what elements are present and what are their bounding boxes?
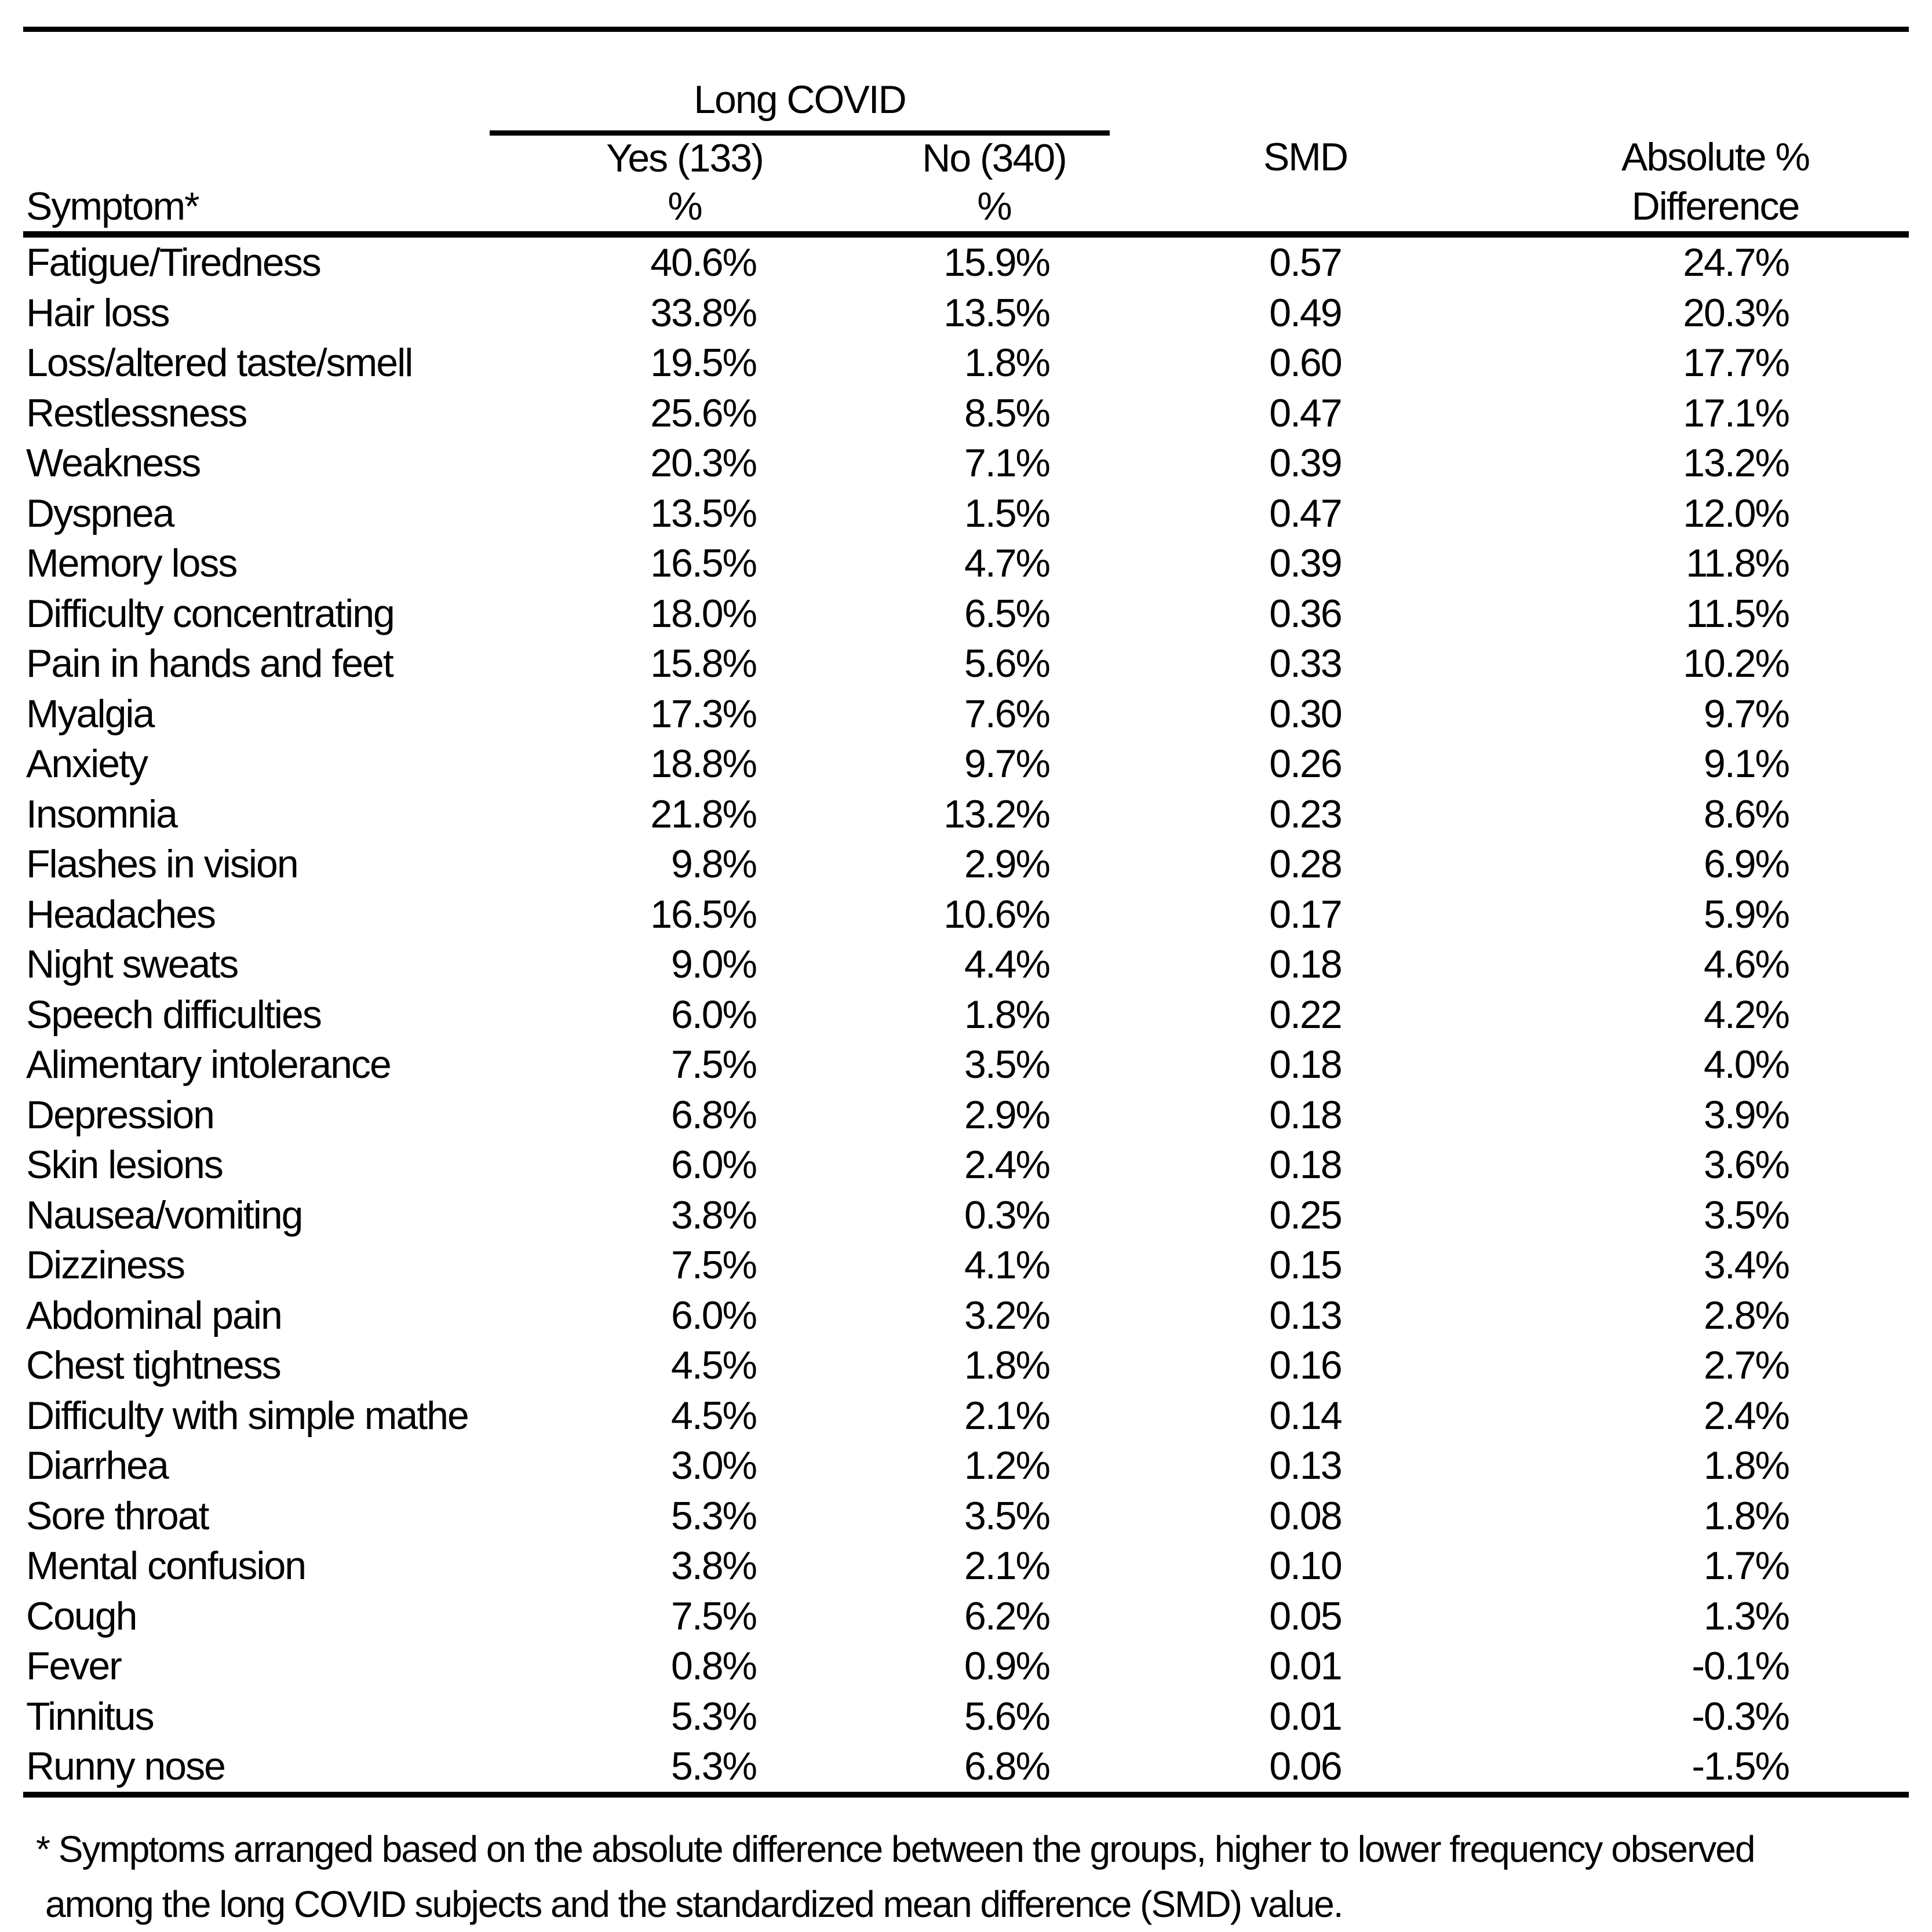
absolute-difference-cell: 1.7% <box>1704 1544 1789 1588</box>
table-row <box>23 839 1909 890</box>
smd-cell: 0.49 <box>1269 290 1342 335</box>
symptom-cell: Abdominal pain <box>26 1293 282 1337</box>
yes-percent-cell: 7.5% <box>671 1042 756 1087</box>
absolute-difference-cell: 3.9% <box>1704 1092 1789 1137</box>
symptom-cell: Depression <box>26 1092 214 1137</box>
col-header-yes: Yes (133) <box>606 136 763 180</box>
smd-cell: 0.47 <box>1269 391 1342 435</box>
no-percent-cell: 4.1% <box>964 1243 1049 1288</box>
table-row <box>23 639 1909 689</box>
table-row <box>23 1741 1909 1795</box>
no-percent-cell: 4.7% <box>964 541 1049 586</box>
table-header <box>23 30 1909 235</box>
table-row <box>23 1240 1909 1291</box>
no-percent-cell: 2.1% <box>964 1544 1049 1588</box>
no-percent-cell: 1.5% <box>964 491 1049 535</box>
yes-percent-cell: 16.5% <box>650 892 756 936</box>
smd-cell: 0.39 <box>1269 441 1342 486</box>
absolute-difference-cell: 4.0% <box>1704 1042 1789 1087</box>
symptom-cell: Alimentary intolerance <box>26 1042 391 1087</box>
yes-percent-cell: 25.6% <box>650 391 756 435</box>
absolute-difference-cell: 9.1% <box>1704 742 1789 786</box>
yes-percent-cell: 17.3% <box>650 691 756 736</box>
smd-cell: 0.25 <box>1269 1193 1342 1237</box>
symptom-cell: Hair loss <box>26 290 169 335</box>
table-row <box>23 438 1909 489</box>
yes-percent-cell: 5.3% <box>671 1694 756 1738</box>
smd-cell: 0.60 <box>1269 341 1342 385</box>
symptom-cell: Skin lesions <box>26 1143 223 1187</box>
no-percent-cell: 1.2% <box>964 1443 1049 1488</box>
symptom-cell: Tinnitus <box>26 1694 154 1738</box>
no-percent-cell: 0.9% <box>964 1644 1049 1689</box>
table-row <box>23 489 1909 539</box>
yes-percent-cell: 19.5% <box>650 341 756 385</box>
yes-percent-cell: 9.0% <box>671 942 756 987</box>
table-row <box>23 1291 1909 1341</box>
header-row-1 <box>23 133 1909 181</box>
symptom-cell: Night sweats <box>26 942 238 987</box>
absolute-difference-cell: 20.3% <box>1683 290 1789 335</box>
smd-cell: 0.15 <box>1269 1243 1342 1288</box>
table-row <box>23 1090 1909 1140</box>
table-row <box>23 235 1909 288</box>
smd-cell: 0.28 <box>1269 842 1342 887</box>
smd-cell: 0.57 <box>1269 240 1342 285</box>
table-row <box>23 1190 1909 1241</box>
no-percent-cell: 3.5% <box>964 1493 1049 1538</box>
col-header-absolute-pct: Absolute % <box>1621 134 1809 179</box>
smd-cell: 0.18 <box>1269 1143 1342 1187</box>
symptom-cell: Nausea/vomiting <box>26 1193 302 1237</box>
smd-cell: 0.08 <box>1269 1493 1342 1538</box>
yes-percent-cell: 18.8% <box>650 742 756 786</box>
symptom-cell: Headaches <box>26 892 216 936</box>
table-row <box>23 1441 1909 1491</box>
smd-cell: 0.47 <box>1269 491 1342 535</box>
yes-percent-cell: 40.6% <box>650 240 756 285</box>
col-header-yes-pct: % <box>490 181 846 235</box>
table-row <box>23 739 1909 789</box>
no-percent-cell: 2.4% <box>964 1143 1049 1187</box>
absolute-difference-cell: 11.8% <box>1686 541 1789 586</box>
symptom-cell: Weakness <box>26 441 201 486</box>
symptom-cell: Difficulty with simple mathe <box>26 1393 468 1438</box>
smd-cell: 0.30 <box>1269 691 1342 736</box>
no-percent-cell: 10.6% <box>943 892 1049 936</box>
smd-cell: 0.14 <box>1269 1393 1342 1438</box>
table-row <box>23 689 1909 739</box>
absolute-difference-cell: 8.6% <box>1704 792 1789 836</box>
table-row <box>23 1692 1909 1742</box>
symptom-cell: Dyspnea <box>26 491 174 535</box>
absolute-difference-cell: 4.6% <box>1704 942 1789 987</box>
smd-cell: 0.23 <box>1269 792 1342 836</box>
yes-percent-cell: 5.3% <box>490 1741 846 1795</box>
no-percent-cell: 1.8% <box>964 992 1049 1037</box>
spanner-empty-cell <box>23 30 490 133</box>
smd-cell: 0.10 <box>1269 1544 1342 1588</box>
symptom-cell: Speech difficulties <box>26 992 321 1037</box>
symptom-cell: Chest tightness <box>26 1343 280 1388</box>
no-percent-cell: 7.1% <box>964 441 1049 486</box>
no-percent-cell: 15.9% <box>943 240 1049 285</box>
absolute-difference-cell: 13.2% <box>1683 441 1789 486</box>
yes-percent-cell: 15.8% <box>650 641 756 686</box>
no-percent-cell: 1.8% <box>964 1343 1049 1388</box>
absolute-difference-cell: 3.4% <box>1704 1243 1789 1288</box>
symptom-cell: Sore throat <box>26 1493 209 1538</box>
absolute-difference-cell: 2.7% <box>1704 1343 1789 1388</box>
symptom-cell: Fever <box>26 1644 121 1689</box>
absolute-difference-cell: -0.1% <box>1692 1644 1789 1689</box>
no-percent-cell: 6.2% <box>964 1594 1049 1638</box>
yes-percent-cell: 5.3% <box>671 1493 756 1538</box>
yes-percent-cell: 6.0% <box>671 1143 756 1187</box>
col-header-no: No (340) <box>922 136 1066 180</box>
table-row <box>23 1591 1909 1642</box>
no-percent-cell: 13.5% <box>943 290 1049 335</box>
table-row <box>23 1491 1909 1541</box>
absolute-difference-cell: 1.8% <box>1704 1493 1789 1538</box>
symptom-cell: Mental confusion <box>26 1544 306 1588</box>
table-row <box>23 990 1909 1040</box>
header-empty-cell <box>1110 181 1501 235</box>
smd-cell: 0.36 <box>1269 591 1342 636</box>
col-header-difference: Difference <box>1501 181 1909 235</box>
table-row <box>23 1391 1909 1441</box>
table-row <box>23 1541 1909 1591</box>
col-header-symptom: Symptom* <box>23 181 490 235</box>
smd-cell: 0.05 <box>1269 1594 1342 1638</box>
yes-percent-cell: 3.0% <box>671 1443 756 1488</box>
absolute-difference-cell: 4.2% <box>1704 992 1789 1037</box>
smd-cell: 0.18 <box>1269 1042 1342 1087</box>
symptom-cell: Dizziness <box>26 1243 184 1288</box>
absolute-difference-cell: 2.4% <box>1704 1393 1789 1438</box>
absolute-difference-cell: 1.8% <box>1704 1443 1789 1488</box>
yes-percent-cell: 6.0% <box>671 992 756 1037</box>
table-row <box>23 939 1909 990</box>
symptom-cell: Cough <box>26 1594 137 1638</box>
smd-cell: 0.13 <box>1269 1293 1342 1337</box>
symptom-cell: Restlessness <box>26 391 247 435</box>
col-header-no-pct: % <box>846 181 1110 235</box>
yes-percent-cell: 7.5% <box>671 1594 756 1638</box>
smd-cell: 0.06 <box>1110 1741 1501 1795</box>
spanner-empty-cell <box>1501 30 1909 133</box>
yes-percent-cell: 4.5% <box>671 1393 756 1438</box>
no-percent-cell: 8.5% <box>964 391 1049 435</box>
absolute-difference-cell: 5.9% <box>1704 892 1789 936</box>
footnote-line-2: among the long COVID subjects and the standardized mean difference (SMD) value. <box>45 1883 1343 1925</box>
smd-cell: 0.01 <box>1269 1644 1342 1689</box>
symptom-cell: Insomnia <box>26 792 177 836</box>
smd-cell: 0.22 <box>1269 992 1342 1037</box>
absolute-difference-cell: 3.5% <box>1704 1193 1789 1237</box>
no-percent-cell: 0.3% <box>964 1193 1049 1237</box>
table-row <box>23 1340 1909 1391</box>
smd-cell: 0.18 <box>1269 1092 1342 1137</box>
absolute-difference-cell: 12.0% <box>1683 491 1789 535</box>
table-row <box>23 1040 1909 1090</box>
absolute-difference-cell: 9.7% <box>1704 691 1789 736</box>
yes-percent-cell: 16.5% <box>650 541 756 586</box>
symptom-cell: Pain in hands and feet <box>26 641 393 686</box>
absolute-difference-cell: -0.3% <box>1692 1694 1789 1738</box>
symptom-cell: Loss/altered taste/smell <box>26 341 413 385</box>
absolute-difference-cell: 17.1% <box>1683 391 1789 435</box>
header-row-2 <box>23 181 1909 235</box>
absolute-difference-cell: 3.6% <box>1704 1143 1789 1187</box>
yes-percent-cell: 20.3% <box>650 441 756 486</box>
no-percent-cell: 5.6% <box>964 641 1049 686</box>
yes-percent-cell: 18.0% <box>650 591 756 636</box>
symptom-cell: Diarrhea <box>26 1443 168 1488</box>
no-percent-cell: 4.4% <box>964 942 1049 987</box>
smd-cell: 0.16 <box>1269 1343 1342 1388</box>
yes-percent-cell: 3.8% <box>671 1193 756 1237</box>
table-row <box>23 890 1909 940</box>
yes-percent-cell: 3.8% <box>671 1544 756 1588</box>
yes-percent-cell: 6.8% <box>671 1092 756 1137</box>
symptom-cell: Myalgia <box>26 691 154 736</box>
yes-percent-cell: 9.8% <box>671 842 756 887</box>
smd-cell: 0.13 <box>1269 1443 1342 1488</box>
absolute-difference-cell: 11.5% <box>1686 591 1789 636</box>
absolute-difference-cell: 17.7% <box>1683 341 1789 385</box>
smd-cell: 0.01 <box>1269 1694 1342 1738</box>
yes-percent-cell: 13.5% <box>650 491 756 535</box>
yes-percent-cell: 33.8% <box>650 290 756 335</box>
yes-percent-cell: 21.8% <box>650 792 756 836</box>
yes-percent-cell: 0.8% <box>671 1644 756 1689</box>
symptom-cell: Fatigue/Tiredness <box>26 240 320 285</box>
absolute-difference-cell: -1.5% <box>1501 1741 1909 1795</box>
no-percent-cell: 2.9% <box>964 1092 1049 1137</box>
long-covid-symptom-table <box>23 27 1909 1798</box>
no-percent-cell: 3.2% <box>964 1293 1049 1337</box>
smd-cell: 0.26 <box>1269 742 1342 786</box>
no-percent-cell: 9.7% <box>964 742 1049 786</box>
yes-percent-cell: 4.5% <box>671 1343 756 1388</box>
footnote-line-1: * Symptoms arranged based on the absolute difference between the groups, higher to lower frequency observed <box>36 1828 1755 1870</box>
smd-cell: 0.39 <box>1269 541 1342 586</box>
table-row <box>23 1641 1909 1692</box>
no-percent-cell: 6.5% <box>964 591 1049 636</box>
absolute-difference-cell: 1.3% <box>1704 1594 1789 1638</box>
absolute-difference-cell: 6.9% <box>1704 842 1789 887</box>
absolute-difference-cell: 10.2% <box>1683 641 1789 686</box>
symptom-cell: Runny nose <box>23 1741 490 1795</box>
no-percent-cell: 6.8% <box>846 1741 1110 1795</box>
symptom-cell: Anxiety <box>26 742 147 786</box>
smd-cell: 0.17 <box>1269 892 1342 936</box>
no-percent-cell: 2.9% <box>964 842 1049 887</box>
table-body <box>23 235 1909 1795</box>
smd-cell: 0.33 <box>1269 641 1342 686</box>
absolute-difference-cell: 24.7% <box>1683 240 1789 285</box>
symptom-cell: Flashes in vision <box>26 842 298 887</box>
table-row <box>23 388 1909 439</box>
spanner-row <box>23 30 1909 133</box>
col-header-smd: SMD <box>1263 134 1348 179</box>
yes-percent-cell: 6.0% <box>671 1293 756 1337</box>
table-row <box>23 589 1909 639</box>
no-percent-cell: 13.2% <box>943 792 1049 836</box>
no-percent-cell: 2.1% <box>964 1393 1049 1438</box>
table-row <box>23 338 1909 388</box>
footnote <box>36 1822 1909 1932</box>
spanner-empty-cell <box>1110 30 1501 133</box>
table-row <box>23 288 1909 338</box>
symptom-cell: Difficulty concentrating <box>26 591 394 636</box>
yes-percent-cell: 7.5% <box>671 1243 756 1288</box>
table-row <box>23 538 1909 589</box>
no-percent-cell: 3.5% <box>964 1042 1049 1087</box>
no-percent-cell: 7.6% <box>964 691 1049 736</box>
table-row <box>23 789 1909 840</box>
absolute-difference-cell: 2.8% <box>1704 1293 1789 1337</box>
no-percent-cell: 5.6% <box>964 1694 1049 1738</box>
table-row <box>23 1140 1909 1190</box>
header-empty-cell <box>23 133 490 181</box>
symptom-cell: Memory loss <box>26 541 237 586</box>
no-percent-cell: 1.8% <box>964 341 1049 385</box>
smd-cell: 0.18 <box>1269 942 1342 987</box>
long-covid-spanner: Long COVID <box>490 30 1110 133</box>
